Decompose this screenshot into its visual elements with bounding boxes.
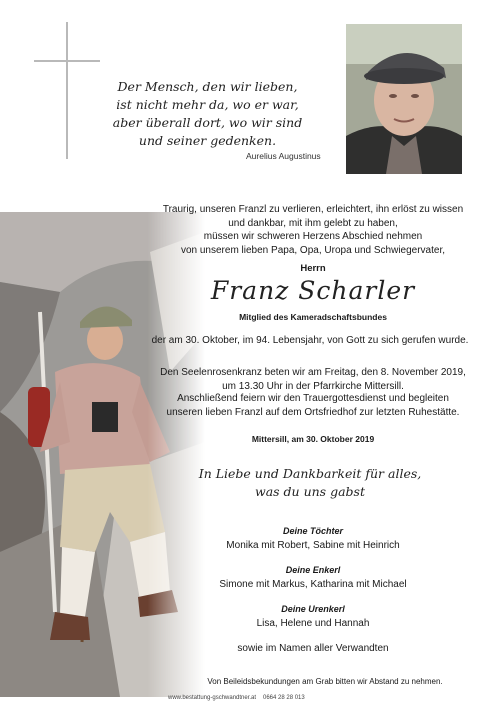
quote-line: und seiner gedenken.	[138, 133, 277, 148]
rosary-info	[150, 366, 476, 393]
relatives-line: sowie im Namen aller Verwandten	[237, 643, 389, 654]
intro-line: von unserem lieben Papa, Opa, Uropa und Schwiegervater,	[180, 244, 446, 256]
quote-line: ist nicht mehr da, wo er war,	[116, 97, 299, 112]
family-title-grandchildren: Deine Enkerl	[285, 565, 341, 575]
membership: Mitglied des Kameradschaftsbundes	[239, 312, 387, 322]
quote-line: aber überall dort, wo wir sind	[112, 115, 303, 130]
intro-line: und dankbar, mit ihm gelebt zu haben,	[228, 217, 398, 229]
family-title-daughters: Deine Töchter	[282, 526, 343, 536]
place-date: Mittersill, am 30. Oktober 2019	[251, 434, 375, 444]
memorial-quote	[100, 78, 315, 150]
death-line: der am 30. Oktober, im 94. Lebensjahr, von Gott zu sich gerufen wurde.	[151, 335, 469, 346]
condolence-note: Von Beileidsbekundungen am Grab bitten wir Abstand zu nehmen.	[207, 677, 443, 686]
family-names-great-grandchildren: Lisa, Helene und Hannah	[256, 618, 370, 629]
rosary-line: Den Seelenrosenkranz beten wir am Freitag, den 8. November 2019,	[160, 367, 466, 378]
family-names-daughters: Monika mit Robert, Sabine mit Heinrich	[226, 540, 400, 551]
mass-info	[150, 392, 476, 419]
mass-line: Anschließend feiern wir den Trauergottesdienst und begleiten	[177, 393, 449, 404]
thanks-line: was du uns gabst	[255, 484, 365, 499]
family-title-great-grandchildren: Deine Urenkerl	[281, 604, 345, 614]
intro-text	[150, 203, 476, 257]
portrait-photo	[346, 24, 462, 174]
intro-line: müssen wir schweren Herzens Abschied nehmen	[203, 231, 423, 242]
mass-line: unseren lieben Franzl auf dem Ortsfriedhof zur letzten Ruhestätte.	[166, 406, 460, 418]
cross-icon-vertical	[66, 22, 68, 159]
cross-icon-horizontal	[34, 60, 100, 62]
rosary-line: um 13.30 Uhr in der Pfarrkirche Mittersill.	[222, 380, 404, 392]
quote-line: Der Mensch, den wir lieben,	[117, 79, 298, 94]
footer-website: www.bestattung-gschwandtner.at	[168, 695, 257, 701]
family-names-grandchildren: Simone mit Markus, Katharina mit Michael	[219, 579, 407, 590]
salutation: Herrn	[300, 263, 326, 274]
thanks-line: In Liebe und Dankbarkeit für alles,	[198, 466, 422, 481]
thanks-text	[190, 465, 430, 501]
footer-phone: 0664 28 28 013	[263, 695, 305, 701]
deceased-name: Franz Scharler	[210, 276, 416, 305]
intro-line: Traurig, unseren Franzl zu verlieren, erleichtert, ihn erlöst zu wissen	[162, 204, 464, 215]
quote-author: Aurelius Augustinus	[246, 151, 321, 161]
